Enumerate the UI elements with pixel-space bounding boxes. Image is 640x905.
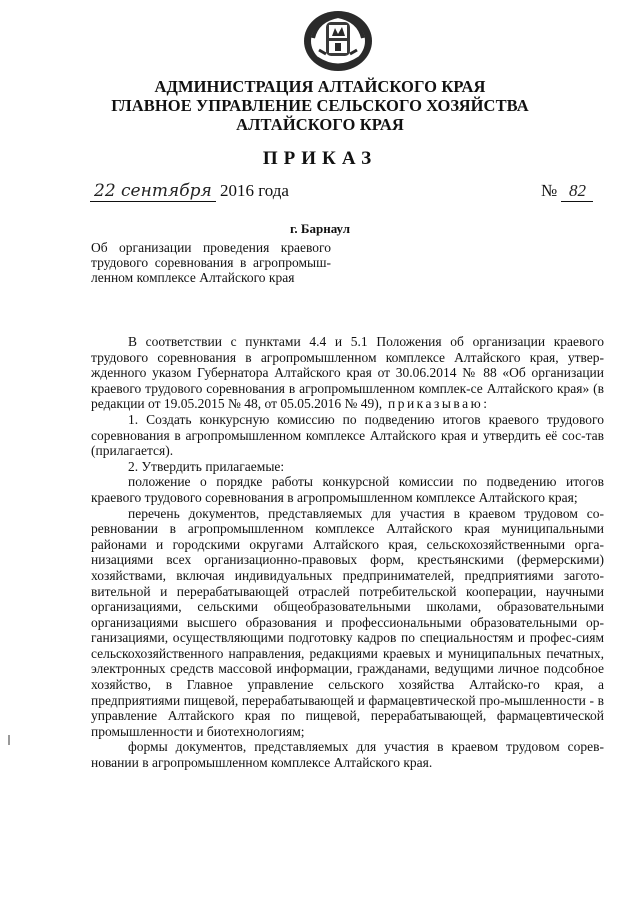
date-year: 2016 года [215, 181, 289, 200]
document-type-title: ПРИКАЗ [262, 148, 378, 169]
preamble-text: В соответствии с пунктами 4.4 и 5.1 Положения об организации краевого трудового соревнования в агропромышленном комплексе Алтайского края, утвер-жденного указом Губернатора Алтайского края от 30.06.2014 № 88 «Об организации краевого трудового соревнования в агропромышленном комплек-се Алтайского края» (в редакции от 19.05.2015 № 48, от 05.05.2016 № 49), [91, 334, 604, 412]
paragraph-item-1: 1. Создать конкурсную комиссию по подведению итогов краевого трудового соревнования в агропромышленном комплексе Алтайского края и утвердить её сос-тав (прилагается). [91, 411, 604, 459]
paragraph-forms: формы документов, представляемых для участия в краевом трудовом сорев-новании в агропромышленном комплексе Алтайского края. [91, 739, 604, 771]
coat-of-arms-icon [297, 8, 379, 74]
document-subject: Об организации проведения краевого трудового соревнования в агропромыш-ленном комплексе Алтайского края [91, 240, 331, 286]
paragraph-item-2: 2. Утвердить прилагаемые: [128, 458, 285, 474]
city-line: г. Барнаул [289, 221, 351, 236]
org-name-line-3: АЛТАЙСКОГО КРАЯ [236, 115, 404, 134]
paragraph-preamble [91, 334, 604, 412]
org-name-line-2: ГЛАВНОЕ УПРАВЛЕНИЕ СЕЛЬСКОГО ХОЗЯЙСТВА [111, 96, 529, 115]
paragraph-regulation: положение о порядке работы конкурсной комиссии по подведению итогов краевого трудового соревнования в агропромышленном комплексе Алтайского края; [91, 474, 604, 505]
document-body [91, 334, 604, 771]
handwritten-date: 22 сентября [90, 181, 216, 202]
document-number [541, 181, 593, 202]
org-name-line-1: АДМИНИСТРАЦИЯ АЛТАЙСКОГО КРАЯ [154, 77, 486, 96]
order-word: приказываю: [382, 396, 490, 412]
scan-mark [8, 735, 10, 745]
paragraph-document-list: перечень документов, представляемых для участия в краевом трудовом со-ревновании в агропромышленном комплексе Алтайского края муниципальными районами и городскими округами Алтайского края, сельскохозяйственными орга-низациями всех организационно-правовых форм, крестьянскими (фермерскими) хозяйствами, включая индивидуальных предпринимателей, предприятиями загото-вительной и перерабатывающей отраслей потребительской кооперации, научными организациями, сельскими общеобразовательными школами, образовательными организациями высшего образования и профессиональными образовательными ор-ганизациями, осуществляющими подготовку кадров по специальностям и профес-сиям сельскохозяйственного направления, редакциями краевых и муниципальных печатных, электронных средств массовой информации, гражданами, ведущими личное подсобное хозяйство, в Главное управление сельского хозяйства Алтайско-го края, а предприятиями пищевой, перерабатывающей и фармацевтической про-мышленности - в управление Алтайского края по пищевой, перерабатывающей, фармацевтической промышленности и биотехнологиям; [91, 505, 604, 739]
handwritten-number: 82 [561, 181, 593, 202]
document-date [90, 181, 289, 202]
number-prefix: № [541, 181, 562, 200]
